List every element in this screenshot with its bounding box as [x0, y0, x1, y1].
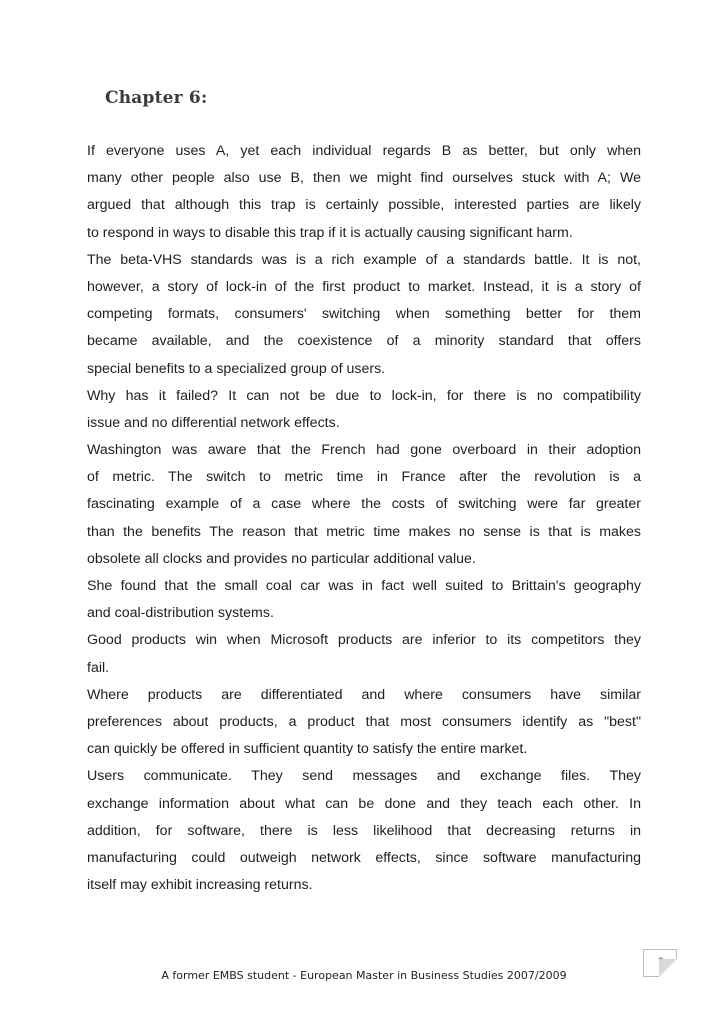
- body-line: The beta-VHS standards was is a rich example of a standards battle. It is not,: [87, 251, 641, 268]
- body-line: however, a story of lock-in of the first product to market. Instead, it is a story of: [87, 278, 641, 295]
- page-footer: A former EMBS student - European Master in Business Studies 2007/2009: [161, 969, 567, 982]
- body-text: [87, 138, 641, 899]
- body-line: preferences about products, a product that most consumers identify as "best": [87, 713, 641, 730]
- body-line: Why has it failed? It can not be due to lock-in, for there is no compatibility: [87, 387, 641, 404]
- body-line: itself may exhibit increasing returns.: [87, 877, 313, 894]
- page-number: 9: [658, 956, 664, 966]
- body-line: many other people also use B, then we might find ourselves stuck with A; We: [87, 170, 641, 187]
- body-line: If everyone uses A, yet each individual regards B as better, but only when: [87, 143, 641, 159]
- body-line: fascinating example of a case where the costs of switching were far greater: [87, 496, 641, 513]
- body-line: issue and no differential network effects.: [87, 414, 340, 431]
- body-line: to respond in ways to disable this trap if it is actually causing significant harm.: [87, 224, 573, 241]
- body-line: Good products win when Microsoft products are inferior to its competitors they: [87, 632, 641, 649]
- body-line: special benefits to a specialized group of users.: [87, 360, 386, 377]
- body-line: than the benefits The reason that metric time makes no sense is that is makes: [87, 523, 641, 540]
- body-line: Washington was aware that the French had gone overboard in their adoption: [87, 442, 641, 459]
- body-line: fail.: [87, 659, 110, 676]
- body-line: of metric. The switch to metric time in France after the revolution is a: [87, 469, 641, 486]
- body-line: competing formats, consumers' switching when something better for them: [87, 306, 641, 323]
- body-line: argued that although this trap is certainly possible, interested parties are likely: [87, 197, 641, 214]
- body-line: She found that the small coal car was in fact well suited to Brittain's geography: [87, 578, 641, 594]
- body-line: obsolete all clocks and provides no particular additional value.: [87, 550, 476, 567]
- body-line: and coal-distribution systems.: [87, 605, 274, 622]
- body-line: Users communicate. They send messages and exchange files. They: [87, 768, 641, 785]
- body-line: became available, and the coexistence of a minority standard that offers: [87, 333, 641, 350]
- body-line: manufacturing could outweigh network effects, since software manufacturing: [87, 849, 641, 866]
- body-line: Where products are differentiated and where consumers have similar: [87, 686, 641, 703]
- body-line: exchange information about what can be done and they teach each other. In: [87, 795, 641, 812]
- body-line: can quickly be offered in sufficient quantity to satisfy the entire market.: [87, 741, 528, 758]
- chapter-heading: Chapter 6:: [105, 88, 208, 108]
- body-line: addition, for software, there is less likelihood that decreasing returns in: [87, 822, 641, 839]
